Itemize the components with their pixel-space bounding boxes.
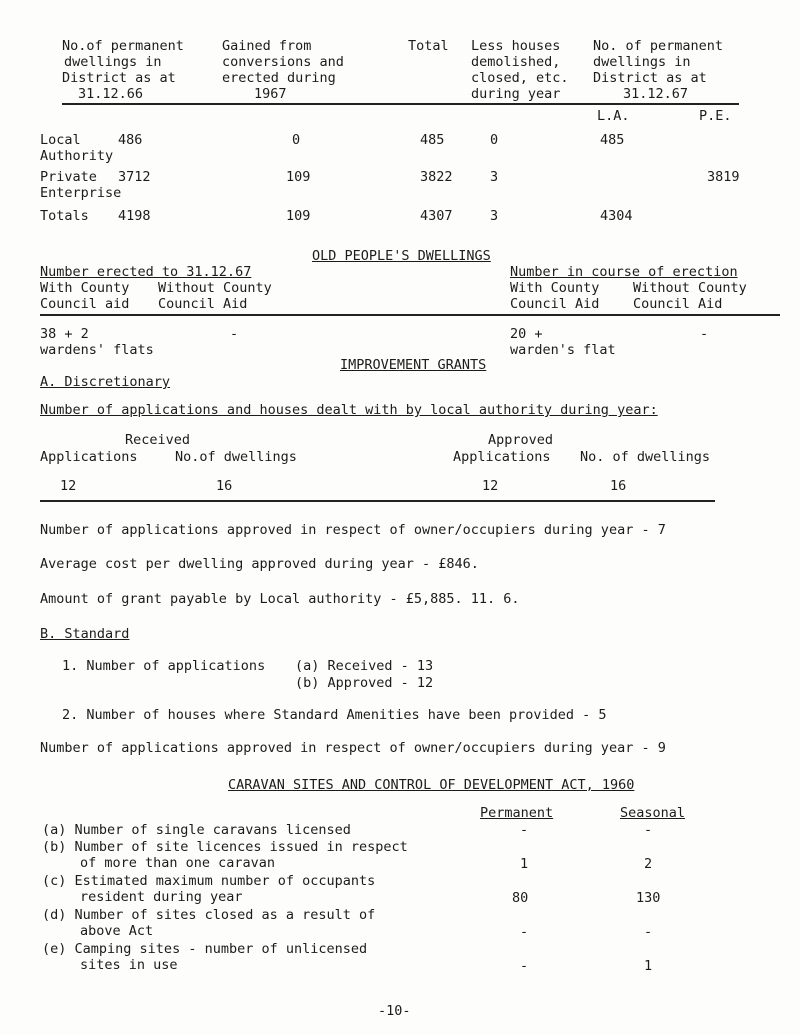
standard-approved: (b) Approved - 12 <box>295 675 434 691</box>
page-number: -10- <box>378 1003 411 1019</box>
col-permanent: Permanent <box>480 805 554 821</box>
left-value: 38 + 2 wardens' flats <box>40 326 154 358</box>
cell-value: 12 <box>482 478 499 494</box>
cell-value: 0 <box>292 132 301 148</box>
cell-value: - <box>644 822 653 838</box>
cell-value: 1 <box>644 958 653 974</box>
col-without-county: Without County Council Aid <box>633 280 747 312</box>
standard-label: B. Standard <box>40 626 130 642</box>
owner-occupiers-line: Number of applications approved in respect of owner/occupiers during year - 7 <box>40 522 666 538</box>
rule <box>40 500 715 502</box>
standard-owner-occupiers-line: Number of applications approved in respect of owner/occupiers during year - 9 <box>40 740 666 756</box>
cell-value: 3 <box>490 208 499 224</box>
left-value-2: - <box>230 326 239 342</box>
section-heading: IMPROVEMENT GRANTS <box>340 357 487 373</box>
col-header-total: Total <box>408 38 449 54</box>
left-subheading: Number erected to 31.12.67 <box>40 264 252 280</box>
caravan-item-c: (c) Estimated maximum number of occupants resident during year <box>42 873 376 905</box>
cell-value: 485 <box>600 132 625 148</box>
discretionary-label: A. Discretionary <box>40 374 171 390</box>
subheader-la: L.A. <box>597 108 630 124</box>
caravan-item-d: (d) Number of sites closed as a result of above Act <box>42 907 376 939</box>
grant-payable-line: Amount of grant payable by Local authority - £5,885. 11. 6. <box>40 591 520 607</box>
col-header-permanent-1966: No.of permanent dwellings in District as at 31.12.66 <box>62 38 184 102</box>
col-dwellings: No. of dwellings <box>580 449 711 465</box>
cell-value: 109 <box>286 169 311 185</box>
col-with-county: With County Council Aid <box>510 280 600 312</box>
received-label: Received <box>125 432 191 448</box>
cell-value: 12 <box>60 478 77 494</box>
average-cost-line: Average cost per dwelling approved during year - £846. <box>40 556 479 572</box>
standard-amenities-line: 2. Number of houses where Standard Amenities have been provided - 5 <box>62 707 607 723</box>
col-seasonal: Seasonal <box>620 805 686 821</box>
col-without-county: Without County Council Aid <box>158 280 272 312</box>
section-heading: CARAVAN SITES AND CONTROL OF DEVELOPMENT ACT, 1960 <box>228 777 635 793</box>
approved-label: Approved <box>488 432 554 448</box>
col-header-gained: Gained from conversions and erected during 1967 <box>222 38 344 102</box>
caravan-item-a: (a) Number of single caravans licensed <box>42 822 351 838</box>
cell-value: 485 <box>420 132 445 148</box>
row-label-totals: Totals <box>40 208 89 224</box>
standard-applications-label: 1. Number of applications <box>62 658 266 674</box>
col-header-less: Less houses demolished, closed, etc. during year <box>471 38 569 102</box>
caravan-item-e: (e) Camping sites - number of unlicensed sites in use <box>42 941 368 973</box>
subheader-pe: P.E. <box>699 108 732 124</box>
cell-value: 16 <box>610 478 627 494</box>
section-heading: OLD PEOPLE'S DWELLINGS <box>312 248 491 264</box>
rule <box>40 314 780 316</box>
cell-value: 0 <box>490 132 499 148</box>
cell-value: - <box>520 924 529 940</box>
row-label-local-authority: Local Authority <box>40 132 114 164</box>
cell-value: 3822 <box>420 169 453 185</box>
standard-received: (a) Received - 13 <box>295 658 434 674</box>
cell-value: 130 <box>636 890 661 906</box>
cell-value: 4307 <box>420 208 453 224</box>
cell-value: 16 <box>216 478 233 494</box>
right-value: 20 + warden's flat <box>510 326 616 358</box>
col-applications: Applications <box>40 449 138 465</box>
applications-subheading: Number of applications and houses dealt with by local authority during year: <box>40 402 658 418</box>
cell-value: - <box>520 822 529 838</box>
cell-value: 80 <box>512 890 529 906</box>
cell-value: 3 <box>490 169 499 185</box>
cell-value: - <box>644 924 653 940</box>
col-with-county: With County Council aid <box>40 280 130 312</box>
cell-value: 486 <box>118 132 143 148</box>
col-applications: Applications <box>453 449 551 465</box>
cell-value: 109 <box>286 208 311 224</box>
header-rule <box>62 103 739 105</box>
col-header-permanent-1967: No. of permanent dwellings in District as at 31.12.67 <box>593 38 724 102</box>
row-label-private-enterprise: Private Enterprise <box>40 169 122 201</box>
caravan-item-b: (b) Number of site licences issued in respect of more than one caravan <box>42 839 408 871</box>
right-value-2: - <box>700 326 709 342</box>
cell-value: 4304 <box>600 208 633 224</box>
cell-value: 3712 <box>118 169 151 185</box>
cell-value: 1 <box>520 856 529 872</box>
cell-value: - <box>520 958 529 974</box>
cell-value: 2 <box>644 856 653 872</box>
cell-value: 4198 <box>118 208 151 224</box>
col-dwellings: No.of dwellings <box>175 449 297 465</box>
cell-value: 3819 <box>707 169 740 185</box>
right-subheading: Number in course of erection <box>510 264 738 280</box>
